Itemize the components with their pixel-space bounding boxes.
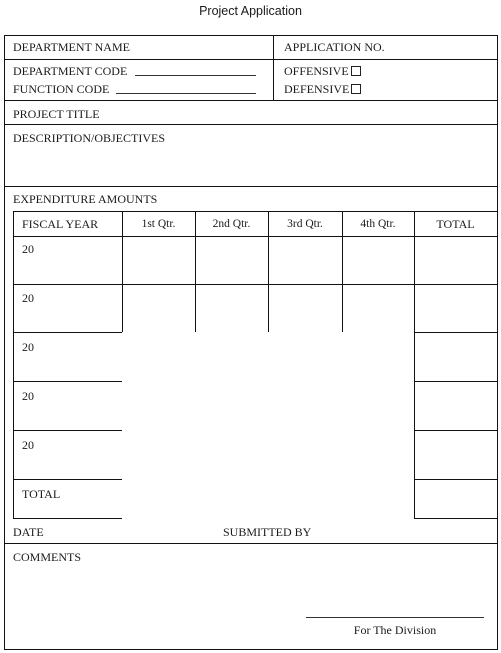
year-row-4: 20 (22, 389, 34, 403)
year-row-2: 20 (22, 291, 34, 305)
year-row-5: 20 (22, 438, 34, 452)
table-header-line (13, 236, 497, 237)
col-header-q3: 3rd Qtr. (287, 218, 323, 230)
col-line-5 (414, 211, 415, 519)
department-code-label: DEPARTMENT CODE (13, 64, 128, 78)
project-title-line (4, 124, 498, 125)
row-line-4-total (414, 430, 497, 431)
row-line-1 (13, 284, 497, 285)
description-label: DESCRIPTION/OBJECTIVES (13, 131, 166, 145)
defensive-checkbox[interactable] (351, 84, 361, 94)
signature-line[interactable] (306, 617, 484, 618)
offensive-option (284, 64, 361, 78)
row-line-4 (13, 430, 122, 431)
row-line-2-total (414, 332, 497, 333)
function-code-label: FUNCTION CODE (13, 82, 110, 96)
project-title-label: PROJECT TITLE (13, 107, 100, 121)
col-header-q1: 1st Qtr. (141, 218, 176, 230)
date-label: DATE (13, 525, 44, 539)
frame-left (4, 35, 5, 650)
frame-right (497, 35, 498, 650)
comments-label: COMMENTS (13, 550, 82, 564)
header-divider (273, 35, 274, 100)
frame-bottom (4, 649, 498, 650)
table-left-line (13, 211, 14, 519)
defensive-label: DEFENSIVE (284, 82, 350, 96)
offensive-checkbox[interactable] (351, 66, 361, 76)
col-header-total: TOTAL (436, 217, 475, 231)
form-title: Project Application (199, 4, 302, 18)
submitted-line (4, 543, 498, 544)
codes-bottom-line (4, 100, 498, 101)
row-line-5 (13, 479, 122, 480)
row-line-2 (13, 332, 122, 333)
row-line-5-total (414, 479, 497, 480)
col-header-q2: 2nd Qtr. (212, 218, 251, 230)
table-top-line (13, 211, 497, 212)
row-line-6 (13, 518, 122, 519)
col-header-fiscal-year: FISCAL YEAR (22, 217, 99, 231)
frame-top (4, 35, 498, 36)
year-row-3: 20 (22, 340, 34, 354)
department-code-field[interactable] (135, 75, 256, 76)
offensive-label: OFFENSIVE (284, 64, 349, 78)
description-bottom-line (4, 186, 498, 187)
total-row-label: TOTAL (22, 487, 61, 501)
year-row-1: 20 (22, 242, 34, 256)
submitted-by-label: SUBMITTED BY (223, 525, 312, 539)
col-header-q4: 4th Qtr. (360, 218, 396, 230)
defensive-option (284, 82, 361, 96)
application-no-label: APPLICATION NO. (284, 40, 385, 54)
row-line-3 (13, 381, 122, 382)
signature-caption: For The Division (353, 623, 437, 637)
expenditure-label: EXPENDITURE AMOUNTS (13, 192, 158, 206)
row-line-6-total (414, 518, 497, 519)
function-code-field[interactable] (116, 93, 256, 94)
department-name-label: DEPARTMENT NAME (13, 40, 130, 54)
row-line-3-total (414, 381, 497, 382)
header-row-line (4, 59, 498, 60)
